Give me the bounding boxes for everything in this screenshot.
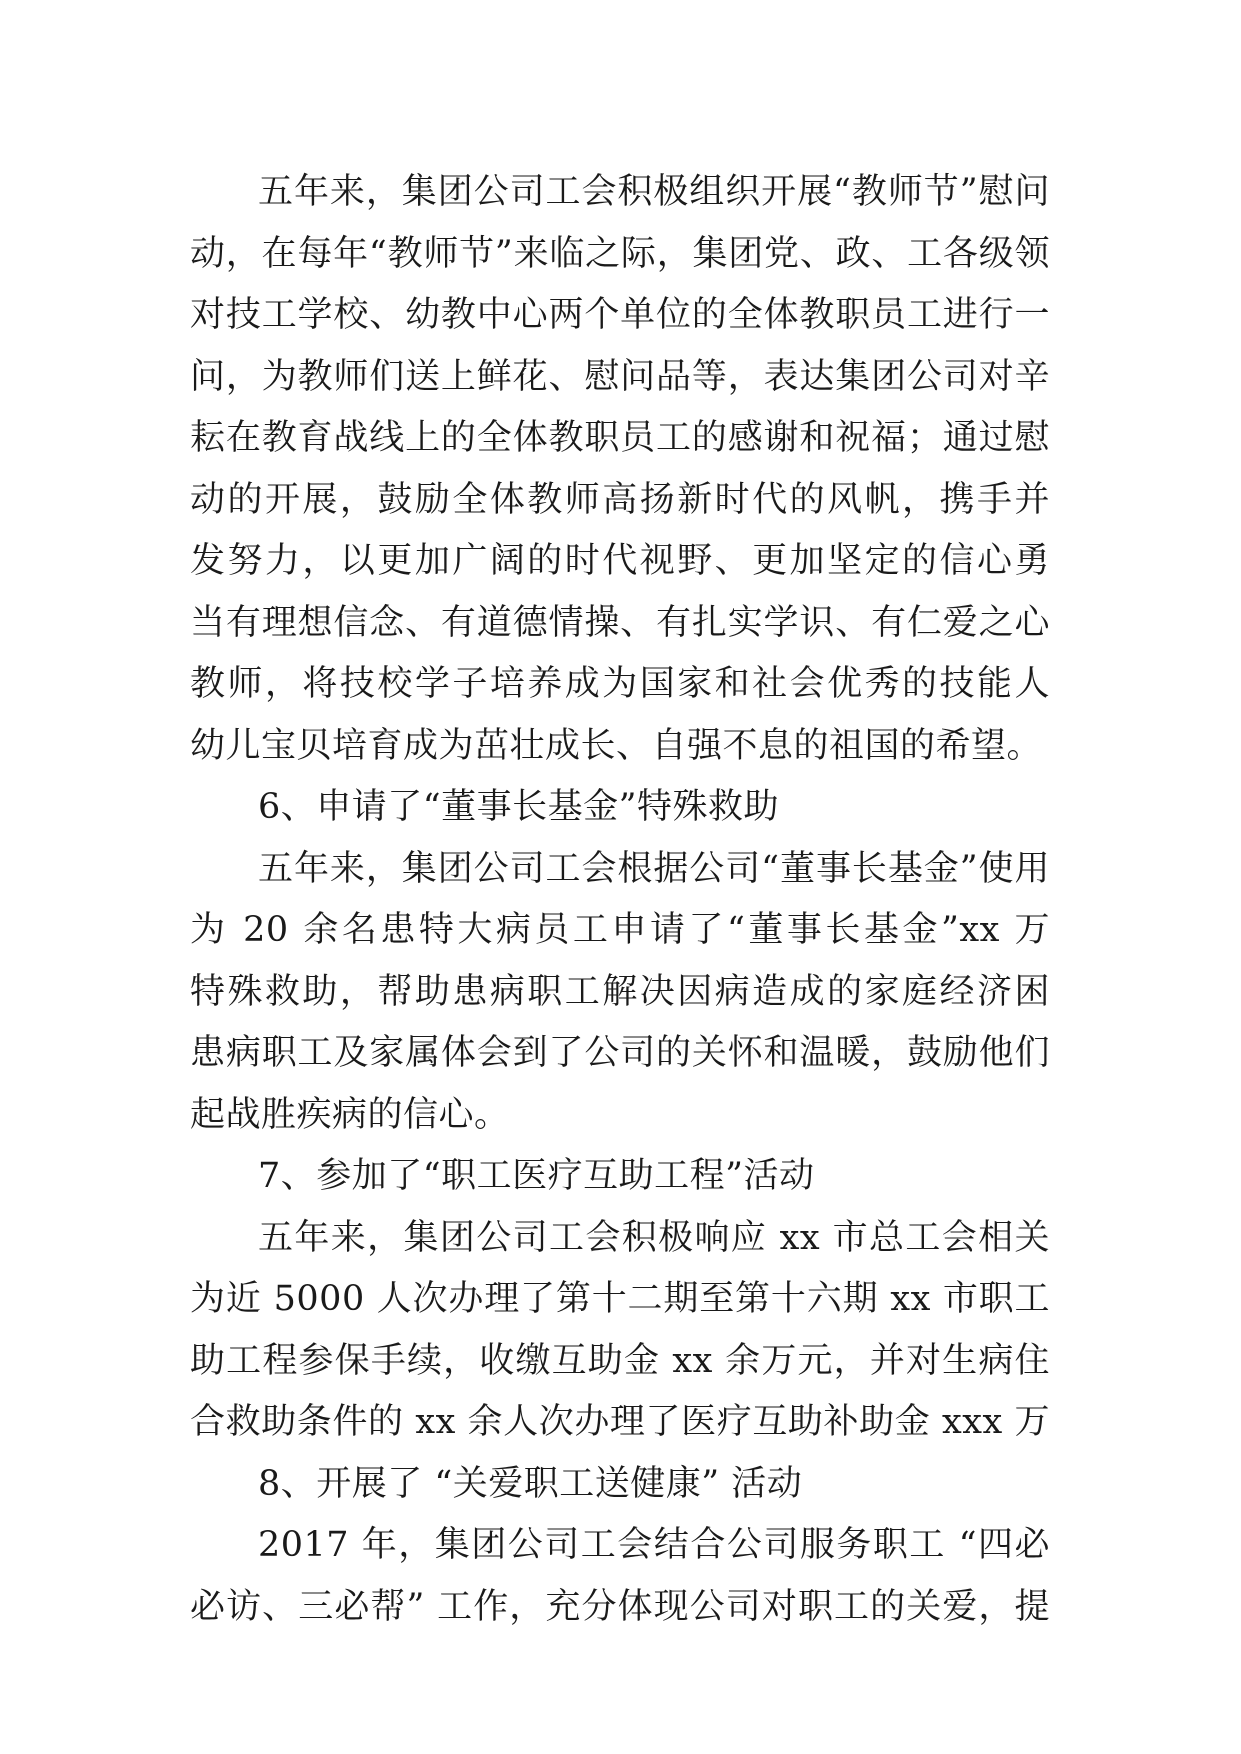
text-line: 幼儿宝贝培育成为茁壮成长、自强不息的祖国的希望。 <box>190 725 1043 766</box>
text-line: 当有理想信念、有道德情操、有扎实学识、有仁爱之心 <box>190 602 1050 643</box>
text-line: 问，为教师们送上鲜花、慰问品等，表达集团公司对辛 <box>190 356 1050 397</box>
section-heading: 7、参加了“职工医疗互助工程”活动 <box>258 1156 815 1196</box>
text-line: 五年来，集团公司工会积极组织开展“教师节”慰问 <box>258 172 1050 212</box>
text-line: 特殊救助，帮助患病职工解决因病造成的家庭经济困 <box>190 971 1050 1012</box>
text-line: 动，在每年“教师节”来临之际，集团党、政、工各级领 <box>190 233 1050 274</box>
text-line: 为近 5000 人次办理了第十二期至第十六期 xx 市职工 <box>190 1279 1050 1319</box>
text-line: 发努力，以更加广阔的时代视野、更加坚定的信心勇 <box>190 541 1050 581</box>
text-line: 对技工学校、幼教中心两个单位的全体教职员工进行一 <box>190 295 1050 335</box>
section-heading: 8、开展了 “关爱职工送健康” 活动 <box>258 1463 803 1504</box>
text-line: 动的开展，鼓励全体教师高扬新时代的风帆，携手并 <box>190 479 1050 520</box>
text-line: 患病职工及家属体会到了公司的关怀和温暖，鼓励他们 <box>190 1033 1050 1073</box>
text-line: 教师，将技校学子培养成为国家和社会优秀的技能人 <box>190 664 1050 704</box>
text-line: 为 20 余名患特大病员工申请了“董事长基金”xx 万 <box>190 910 1050 950</box>
text-line: 必访、三必帮” 工作，充分体现公司对职工的关爱，提 <box>190 1586 1050 1627</box>
body-text <box>190 162 1050 1638</box>
text-line: 助工程参保手续，收缴互助金 xx 余万元，并对生病住 <box>190 1340 1050 1381</box>
text-line: 2017 年，集团公司工会结合公司服务职工 “四必 <box>258 1525 1050 1565</box>
text-line: 五年来，集团公司工会积极响应 xx 市总工会相关 <box>258 1217 1050 1258</box>
text-line: 五年来，集团公司工会根据公司“董事长基金”使用 <box>258 848 1050 889</box>
text-line: 合救助条件的 xx 余人次办理了医疗互助补助金 xxx 万 <box>190 1402 1050 1442</box>
text-line: 起战胜疾病的信心。 <box>190 1094 510 1135</box>
text-line: 耘在教育战线上的全体教职员工的感谢和祝福；通过慰 <box>190 418 1050 458</box>
section-heading: 6、申请了“董事长基金”特殊救助 <box>258 787 780 827</box>
